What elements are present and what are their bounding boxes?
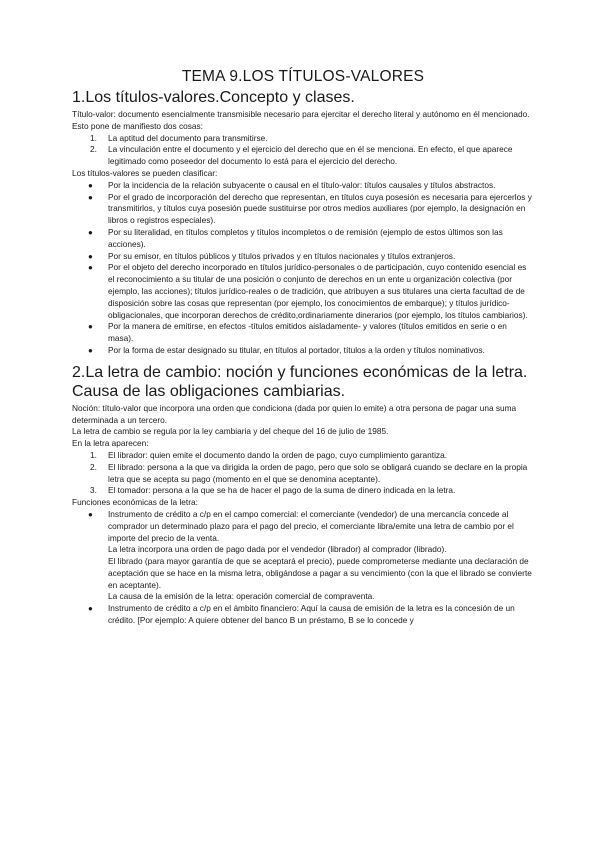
notion-paragraph: Noción: título-valor que incorpora una orden que condiciona (dada por quien lo emite) a otra persona de pagar una suma determinada a un tercero. xyxy=(72,402,517,425)
section-2-heading: 2.La letra de cambio: noción y funciones económicas de la letra. Causa de las obligaciones cambiarias. xyxy=(72,363,528,400)
function-detail: La causa de la emisión de la letra: operación comercial de compraventa. xyxy=(108,591,375,602)
list-item: ● Instrumento de crédito a c/p en el campo comercial: el comerciante (vendedor) de una mercancía concede al comprador un determinado plazo para el pago del precio, el comerciante libra/emite una letra de cambio por el importe del precio de la venta. xyxy=(88,508,514,543)
list-item: ● Por su emisor, en títulos públicos y títulos privados y en títulos nacionales y títulos extranjeros. xyxy=(88,250,456,261)
bullet-icon: ● xyxy=(88,180,93,190)
definition-paragraph: Título-valor: documento esencialmente transmisible necesario para ejercitar el derecho literal y autónomo en él mencionado. xyxy=(72,109,530,119)
bullet-icon: ● xyxy=(88,251,93,261)
list-item: 2. La vinculación entre el documento y el ejercicio del derecho que en él se menciona. En efecto, el que aparece legitimado como poseedor del documento lo está para el ejercicio del derecho. xyxy=(90,144,513,167)
bullet-icon: ● xyxy=(88,227,93,237)
list-item: ● Por la forma de estar designado su titular, en títulos al portador, títulos a la orden y títulos nominativos. xyxy=(88,344,485,355)
functions-list-continued xyxy=(72,603,534,627)
bullet-icon: ● xyxy=(88,604,93,614)
function-detail: El librado (para mayor garantía de que se aceptará el precio), puede comprometerse mediante una declaración de aceptación que se hace en la misma letra, obligándose a pagar a su vencimiento (con la que el librado se convierte en aceptante). xyxy=(108,556,532,590)
bullet-icon: ● xyxy=(88,192,93,202)
list-item: ● Por la incidencia de la relación subyacente o causal en el título-valor: títulos causales y títulos abstractos. xyxy=(88,179,496,190)
list-item: ● Instrumento de crédito a c/p en el ámbito financiero: Aquí la causa de emisión de la letra es la concesión de un crédito. [Por ejemplo: A quiere obtener del banco B un préstamo, B se lo concede y xyxy=(88,603,515,626)
intro-paragraph: Esto pone de manifiesto dos cosas: xyxy=(72,120,203,131)
list-item: ● Por el objeto del derecho incorporado en títulos jurídico-personales o de participación, cuyo contenido esencial es el reconocimiento a su titular de una posición o conjunto de derechos en un ente u organización colectiva (por ejemplo, las acciones); títulos jurídico-reales o de tradición, que atribuyen a sus titulares una cierta facultad de de disposición sobre las cosas que representan (por ejemplo, los conocimientos de embarque); y títulos jurídico-obligacionales, que incorporan derechos de crédito,ordinariamente dinerarios (por ejemplo, los títulos cambiarios). xyxy=(88,262,528,320)
bullet-icon: ● xyxy=(88,263,93,273)
function-detail: La letra incorpora una orden de pago dada por el vendedor (librador) al comprador (librado). xyxy=(108,544,447,555)
parties-intro: En la letra aparecen: xyxy=(72,438,149,449)
bullet-icon: ● xyxy=(88,509,93,519)
section-1-heading: 1.Los títulos-valores.Concepto y clases. xyxy=(72,89,355,106)
list-item: 3. El tomador: persona a la que se ha de hacer el pago de la suma de dinero indicada en la letra. xyxy=(90,485,456,496)
numbered-list xyxy=(72,133,534,168)
bullet-icon: ● xyxy=(88,345,93,355)
functions-list xyxy=(72,509,534,544)
parties-list xyxy=(72,450,534,497)
document-title: TEMA 9.LOS TÍTULOS-VALORES xyxy=(181,68,425,85)
list-item: ● Por su literalidad, en títulos completos y títulos incompletos o de remisión (ejemplo de estos últimos son las acciones). xyxy=(88,226,503,249)
list-item: 1. La aptitud del documento para transmitirse. xyxy=(90,132,268,143)
classes-intro: Los títulos-valores se pueden clasificar: xyxy=(72,167,218,178)
bullet-icon: ● xyxy=(88,322,93,332)
classes-list xyxy=(72,180,534,357)
law-paragraph: La letra de cambio se regula por la ley cambiaria y del cheque del 16 de julio de 1985. xyxy=(72,426,389,437)
list-item: 2. El librado: persona a la que va dirigida la orden de pago, pero que solo se obligará cuando se declare en la propia letra que se acepta su pago (momento en el que se denomina aceptante). xyxy=(90,461,528,484)
list-item: ● Por el grado de incorporación del derecho que representan, en títulos cuya posesión es necesaria para ejercerlos y transmitirlos, y títulos cuya posesión puede sustituirse por otros medios auxiliares (por ejemplo, la designación en libros o registros especiales). xyxy=(88,191,532,226)
list-item: 1. El librador: quien emite el documento dando la orden de pago, cuyo cumplimiento garantiza. xyxy=(90,449,447,460)
list-item: ● Por la manera de emitirse, en efectos -títulos emitidos aisladamente- y valores (títulos emitidos en serie o en masa). xyxy=(88,321,507,344)
functions-intro: Funciones económicas de la letra: xyxy=(72,497,198,508)
